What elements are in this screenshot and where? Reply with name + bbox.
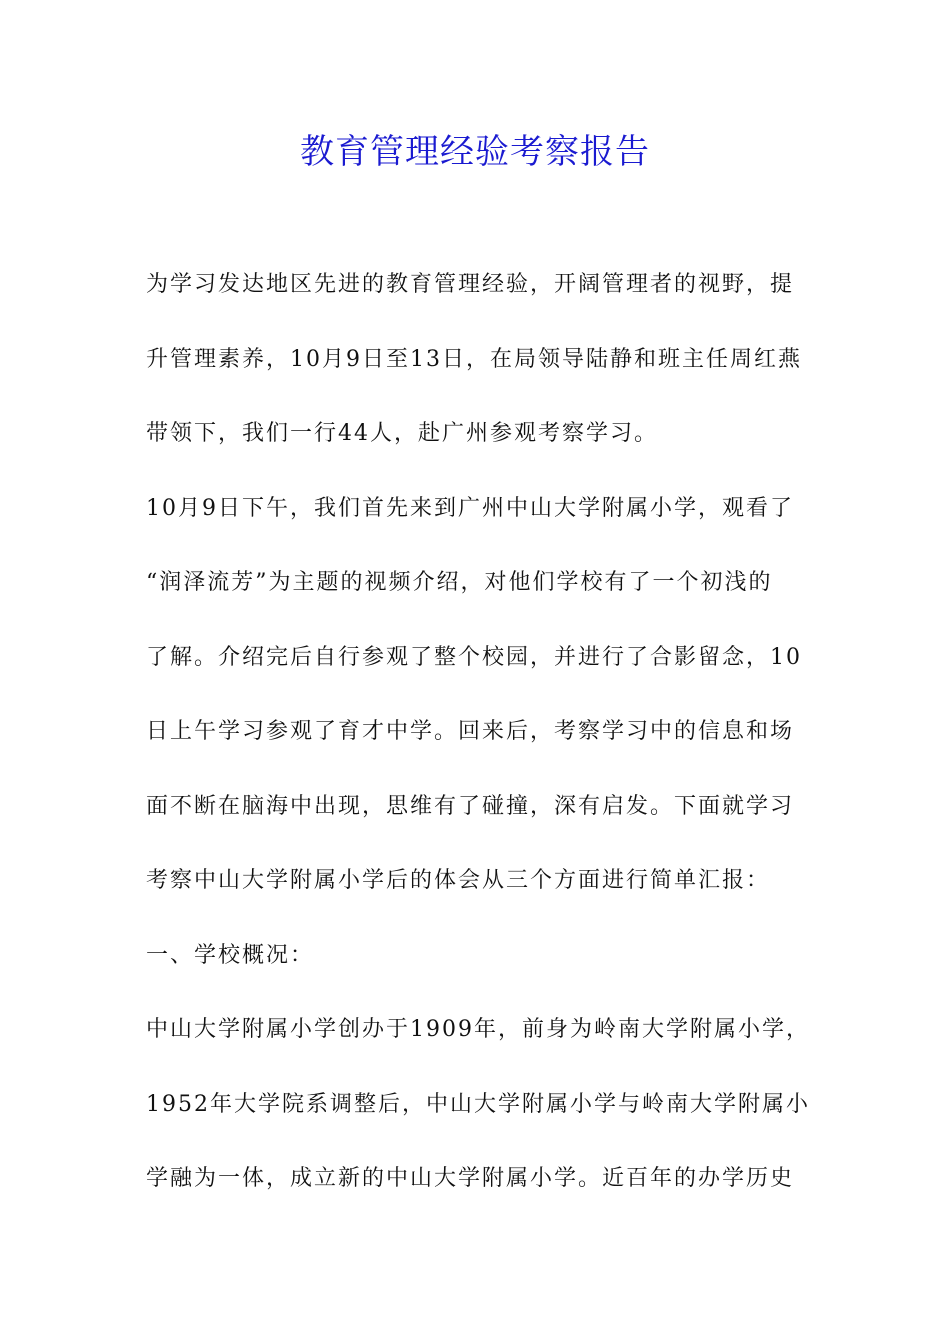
body-line: 学融为一体，成立新的中山大学附属小学。近百年的办学历史 <box>146 1166 795 1191</box>
section-heading: 一、学校概况： <box>146 942 315 968</box>
body-line: 了解。介绍完后自行参观了整个校园，并进行了合影留念，10 <box>146 644 802 670</box>
body-line: 面不断在脑海中出现，思维有了碰撞，深有启发。下面就学习 <box>146 793 795 819</box>
body-line: 10月9日下午，我们首先来到广州中山大学附属小学，观看了 <box>146 495 794 521</box>
body-line: “润泽流芳”为主题的视频介绍，对他们学校有了一个初浅的 <box>146 570 773 595</box>
document-body <box>146 263 816 1232</box>
body-line: 带领下，我们一行44人，赴广州参观考察学习。 <box>146 421 658 446</box>
body-line: 中山大学附属小学创办于1909年，前身为岭南大学附属小学， <box>146 1017 810 1042</box>
body-line: 考察中山大学附属小学后的体会从三个方面进行简单汇报： <box>146 868 771 893</box>
document-title: 教育管理经验考察报告 <box>300 132 650 172</box>
body-line: 1952年大学院系调整后，中山大学附属小学与岭南大学附属小 <box>146 1091 810 1117</box>
body-line: 升管理素养，10月9日至13日，在局领导陆静和班主任周红燕 <box>146 346 802 372</box>
body-line: 为学习发达地区先进的教育管理经验，开阔管理者的视野，提 <box>146 272 795 297</box>
body-line: 日上午学习参观了育才中学。回来后，考察学习中的信息和场 <box>146 719 795 744</box>
